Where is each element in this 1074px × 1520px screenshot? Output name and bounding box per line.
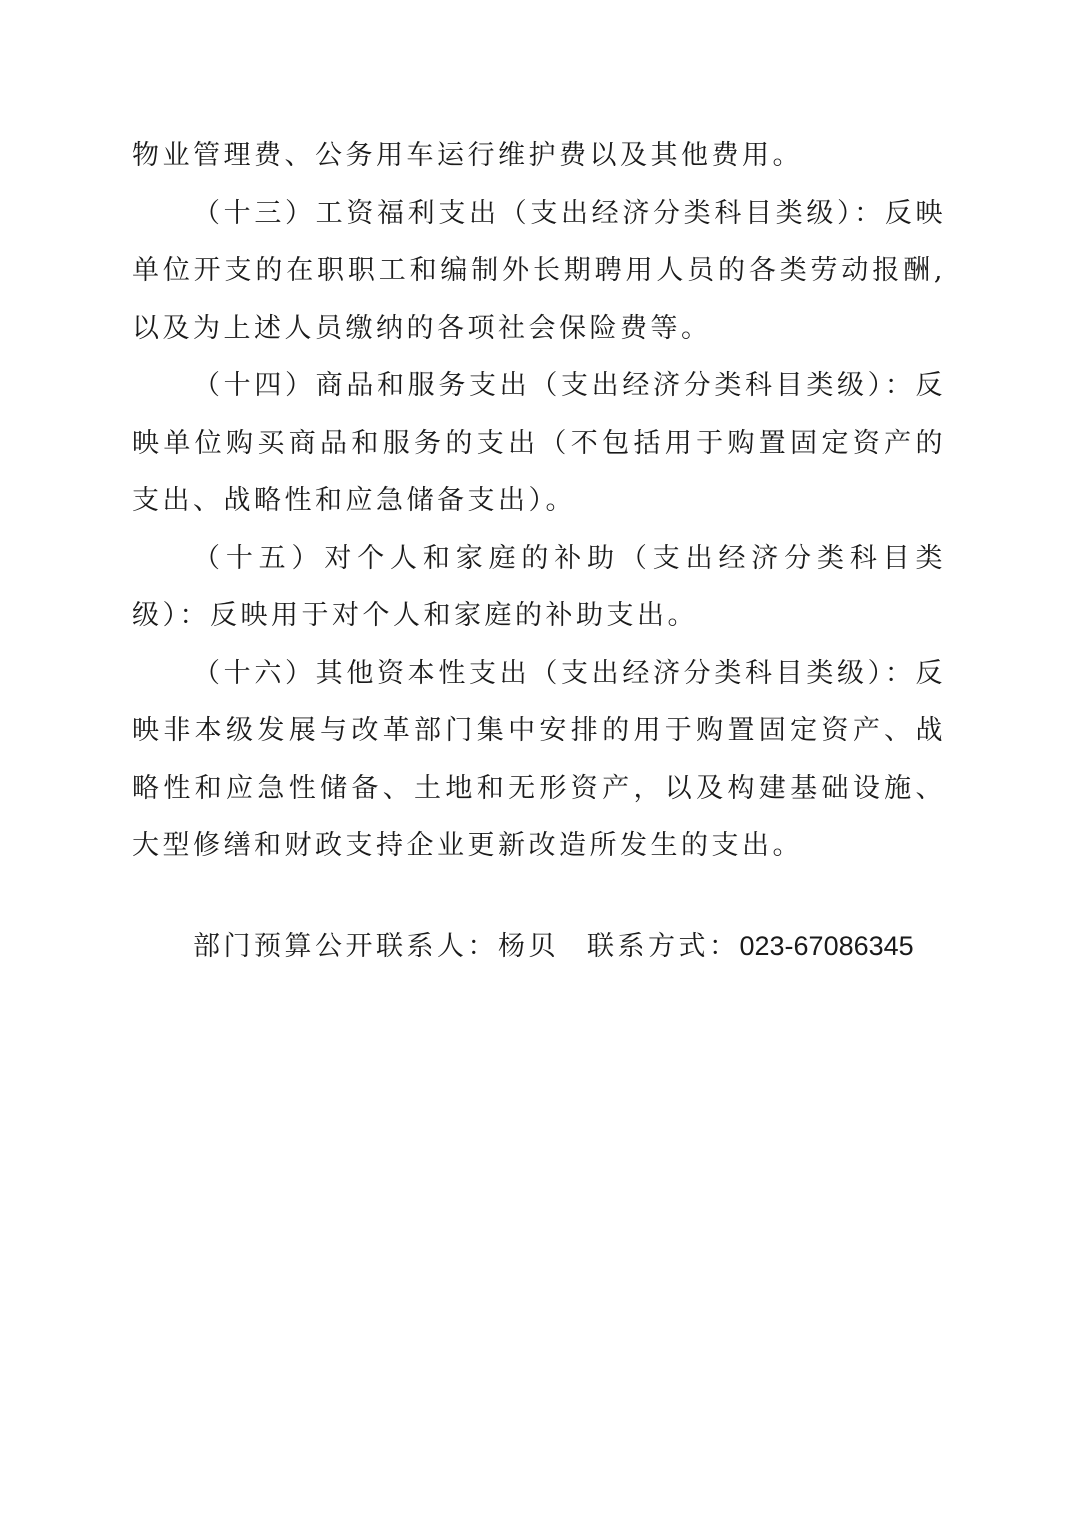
contact-person-label: 部门预算公开联系人： xyxy=(193,931,498,962)
paragraph-item-13: （十三）工资福利支出（支出经济分类科目类级）：反映单位开支的在职职工和编制外长期聘用人员的各类劳动报酬,以及为上述人员缴纳的各项社会保险费等。 xyxy=(132,197,946,344)
contact-person-name: 杨贝 xyxy=(498,931,559,962)
paragraph-continuation: 物业管理费、公务用车运行维护费以及其他费用。 xyxy=(132,140,803,171)
contact-line xyxy=(193,918,953,975)
body-text xyxy=(132,127,946,875)
paragraph-item-14: （十四）商品和服务支出（支出经济分类科目类级）：反映单位购买商品和服务的支出（不包括用于购置固定资产的支出、战略性和应急储备支出）。 xyxy=(132,370,946,516)
contact-method-label: 联系方式： xyxy=(587,931,740,962)
contact-phone: 023-67086345 xyxy=(739,931,914,961)
paragraph-item-16: （十六）其他资本性支出（支出经济分类科目类级）：反映非本级发展与改革部门集中安排的用于购置固定资产、战略性和应急性储备、土地和无形资产，以及构建基础设施、大型修缮和财政支持企业更新改造所发生的支出。 xyxy=(132,657,946,861)
paragraph-item-15: （十五）对个人和家庭的补助（支出经济分类科目类级）：反映用于对个人和家庭的补助支出。 xyxy=(132,542,946,631)
